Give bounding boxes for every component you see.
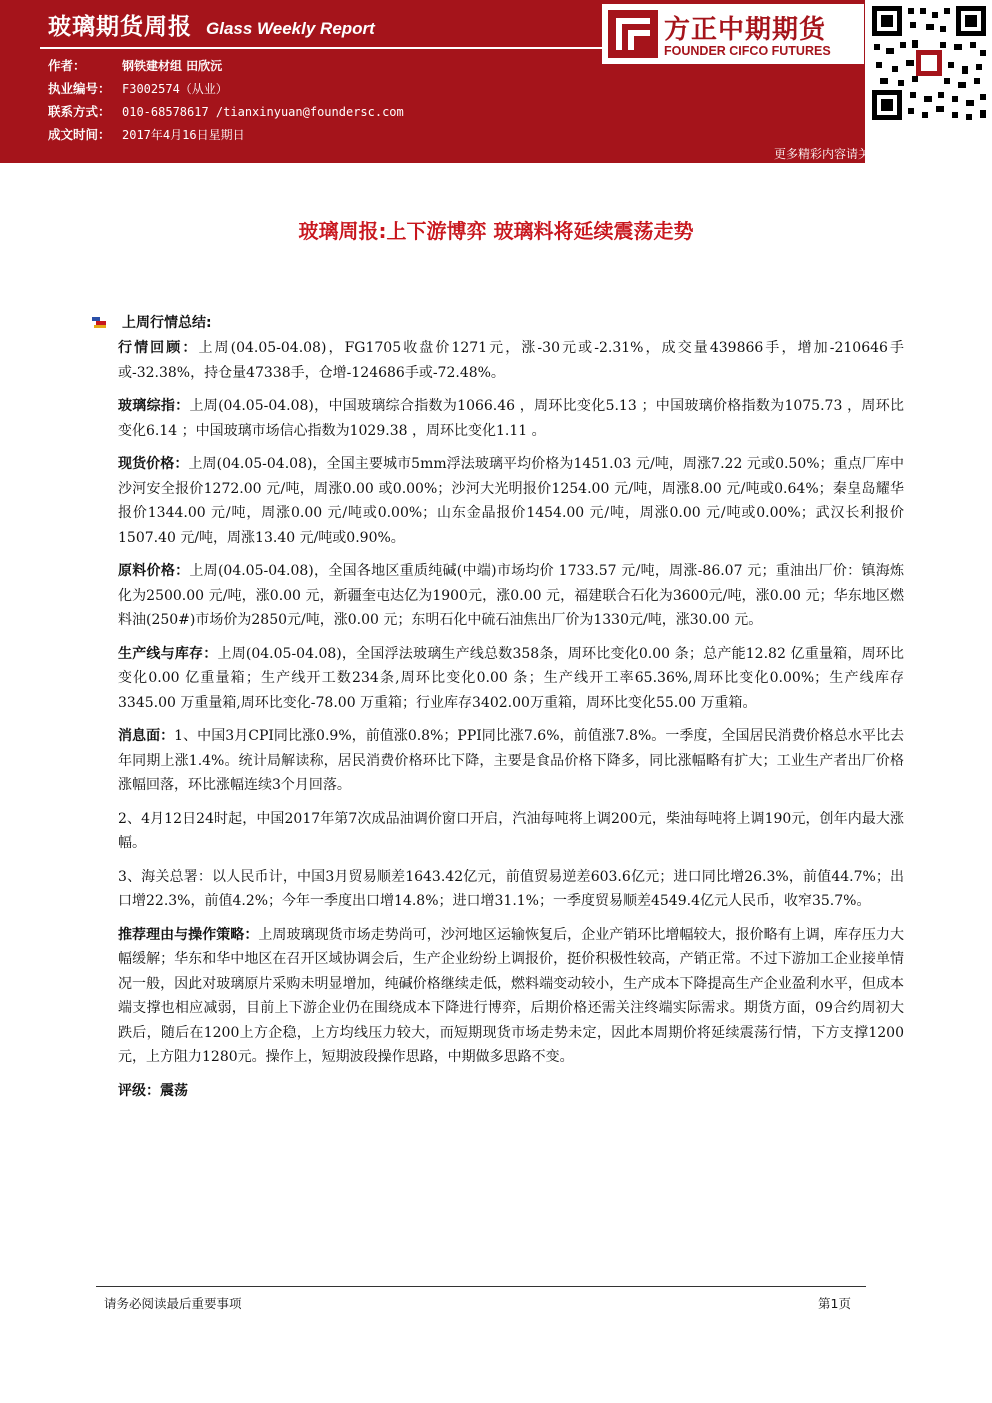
meta-author [48, 54, 404, 77]
wechat-qr-code-icon [866, 0, 992, 126]
summary-heading-text: 上周行情总结: [122, 315, 212, 331]
meta-value: 010-68578617 /tianxinyuan@foundersc.com [122, 105, 404, 119]
wechat-follow-text: 更多精彩内容请关注方正中期官方微信 [773, 147, 978, 161]
footer-divider [96, 1286, 866, 1287]
paragraph-news [118, 724, 904, 798]
paragraph-text: 上周(04.05-04.08)，中国玻璃综合指数为1066.46 ，周环比变化5.13 ；中国玻璃价格指数为1075.73 ，周环比变化6.14 ；中国玻璃市场信心指数为1029.38 ，周环比变化1.11 。 [118, 398, 904, 439]
meta-date [48, 123, 404, 146]
author-meta [48, 54, 404, 146]
paragraph-text: 上周(04.05-04.08)，全国各地区重质纯碱(中端)市场均价 1733.57 元/吨，周涨-86.07 元；重油出厂价：镇海炼化为2500.00 元/吨，涨0.00 元，新疆奎屯达亿为1900元，涨0.00 元，福建联合石化为3600元/吨，涨0.00 元；华东地区燃料油(250#)市场价为2850元/吨，涨0.00 元；东明石化中硫石油焦出厂价为1330元/吨，涨30.00 元。 [118, 563, 904, 628]
meta-label: 成文时间： [48, 127, 111, 142]
page-number: 第1页 [818, 1296, 851, 1311]
footer-disclaimer-note: 请务必阅读最后重要事项 [104, 1296, 242, 1311]
report-title-row [48, 8, 375, 46]
paragraph-text: 上周玻璃现货市场走势尚可，沙河地区运输恢复后，企业产销环比增幅较大，报价略有上调，库存压力大幅缓解；华东和华中地区在召开区域协调会后，生产企业纷纷上调报价，挺价积极性较高，产销正常。不过下游加工企业接单情况一般，因此对玻璃原片采购未明显增加，纯碱价格继续走低，燃料端变动较小，生产成本下降提高生产企业盈利水平，但成本端支撑也相应减弱，目前上下游企业仍在围绕成本下降进行博弈，后期价格还需关注终端实际需求。期货方面，09合约周初大跌后，随后在1200上方企稳，上方均线压力较大，而短期现货市场走势未定，因此本周期价将延续震荡行情，下方支撑1200元，上方阻力1280元。操作上，短期波段操作思路，中期做多思路不变。 [118, 926, 905, 1065]
meta-label: 联系方式： [48, 104, 111, 119]
paragraph-spot-price [118, 452, 904, 550]
logo-text-en: FOUNDER CIFCO FUTURES [664, 44, 831, 58]
bullet-book-icon [92, 315, 108, 329]
paragraph-label: 现货价格： [118, 456, 189, 472]
rating-label: 评级： [118, 1082, 160, 1099]
meta-label: 执业编号： [48, 81, 111, 96]
logo-text-cn: 方正中期期货 [664, 15, 827, 45]
report-body [118, 336, 904, 1112]
paragraph-label: 原料价格： [118, 563, 190, 579]
paragraph-label: 推荐理由与操作策略： [118, 926, 259, 943]
meta-license [48, 77, 404, 100]
rating-value: 震荡 [160, 1082, 188, 1099]
paragraph-glass-index [118, 394, 904, 443]
paragraph-strategy [118, 923, 904, 1070]
weekly-summary-heading [92, 312, 212, 332]
document-title: 玻璃周报:上下游博弈 玻璃料将延续震荡走势 [298, 219, 694, 243]
meta-value: 2017年4月16日星期日 [122, 128, 245, 142]
paragraph-text: 1、中国3月CPI同比涨0.9%，前值涨0.8%；PPI同比涨7.6%，前值涨7.8%。一季度，全国居民消费价格总水平比去年同期上涨1.4%。统计局解读称，居民消费价格环比下降，主要是食品价格下降多，同比涨幅略有扩大；工业生产者出厂价格涨幅回落，环比涨幅连续3个月回落。 [118, 728, 904, 793]
paragraph-text: 上周(04.05-04.08)，全国主要城市5mm浮法玻璃平均价格为1451.03 元/吨，周涨7.22 元或0.50%；重点厂库中沙河安全报价1272.00 元/吨，周涨0.00 或0.00%；沙河大光明报价1254.00 元/吨，周涨8.00 元/吨或0.64%；秦皇岛耀华报价1344.00 元/吨，周涨0.00 元/吨或0.00%；山东金晶报价1454.00 元/吨，周涨0.00 元/吨或0.00%；武汉长利报价1507.40 元/吨，周涨13.40 元/吨或0.90%。 [118, 456, 904, 546]
paragraph-text: 2、4月12日24时起，中国2017年第7次成品油调价窗口开启，汽油每吨将上调200元，柴油每吨将上调190元，创年内最大涨幅。 [118, 810, 904, 851]
paragraph-label: 玻璃综指： [118, 398, 190, 414]
paragraph-raw-material [118, 559, 904, 633]
report-header [0, 0, 992, 170]
paragraph-market-review [118, 336, 904, 385]
title-divider [40, 47, 605, 49]
paragraph-label: 行情回顾： [118, 340, 199, 356]
paragraph-label: 生产线与库存： [118, 645, 218, 662]
report-title-en: Glass Weekly Report [206, 19, 375, 38]
meta-label: 作者： [48, 58, 86, 73]
report-title-cn: 玻璃期货周报 [48, 14, 192, 40]
paragraph-label: 消息面： [118, 728, 175, 744]
header-red-strip [0, 155, 865, 163]
meta-contact [48, 100, 404, 123]
paragraph-text: 3、海关总署：以人民币计，中国3月贸易顺差1643.42亿元，前值贸易逆差603.6亿元；进口同比增26.3%，前值44.7%；出口增22.3%，前值4.2%；今年一季度出口增14.8%；进口增31.1%；一季度贸易顺差4549.4亿元人民币，收窄35.7%。 [118, 868, 904, 909]
paragraph-text: 上周(04.05-04.08)，全国浮法玻璃生产线总数358条，周环比变化0.00 条；总产能12.82 亿重量箱，周环比变化0.00 亿重量箱；生产线开工数234条,周环比变化0.00 条；生产线开工率65.36%,周环比变化0.00%；生产线库存3345.00 万重量箱,周环比变化-78.00 万重箱；行业库存3402.00万重箱，周环比变化55.00 万重箱。 [118, 645, 904, 711]
paragraph-text: 上周(04.05-04.08)，FG1705收盘价1271元，涨-30元或-2.31%，成交量439866手，增加-210646手或-32.38%，持仓量47338手，仓增-124686手或-72.48%。 [118, 340, 904, 381]
paragraph-news-oil [118, 807, 904, 856]
arrow-up-icon [972, 136, 990, 160]
company-logo [602, 4, 864, 64]
paragraph-rating [118, 1079, 904, 1104]
meta-value: 钢铁建材组 田欣沅 [122, 59, 223, 73]
meta-value: F3002574（从业） [122, 82, 228, 96]
paragraph-production-inventory [118, 642, 904, 716]
logo-mark-icon [608, 10, 658, 58]
paragraph-news-customs [118, 865, 904, 914]
